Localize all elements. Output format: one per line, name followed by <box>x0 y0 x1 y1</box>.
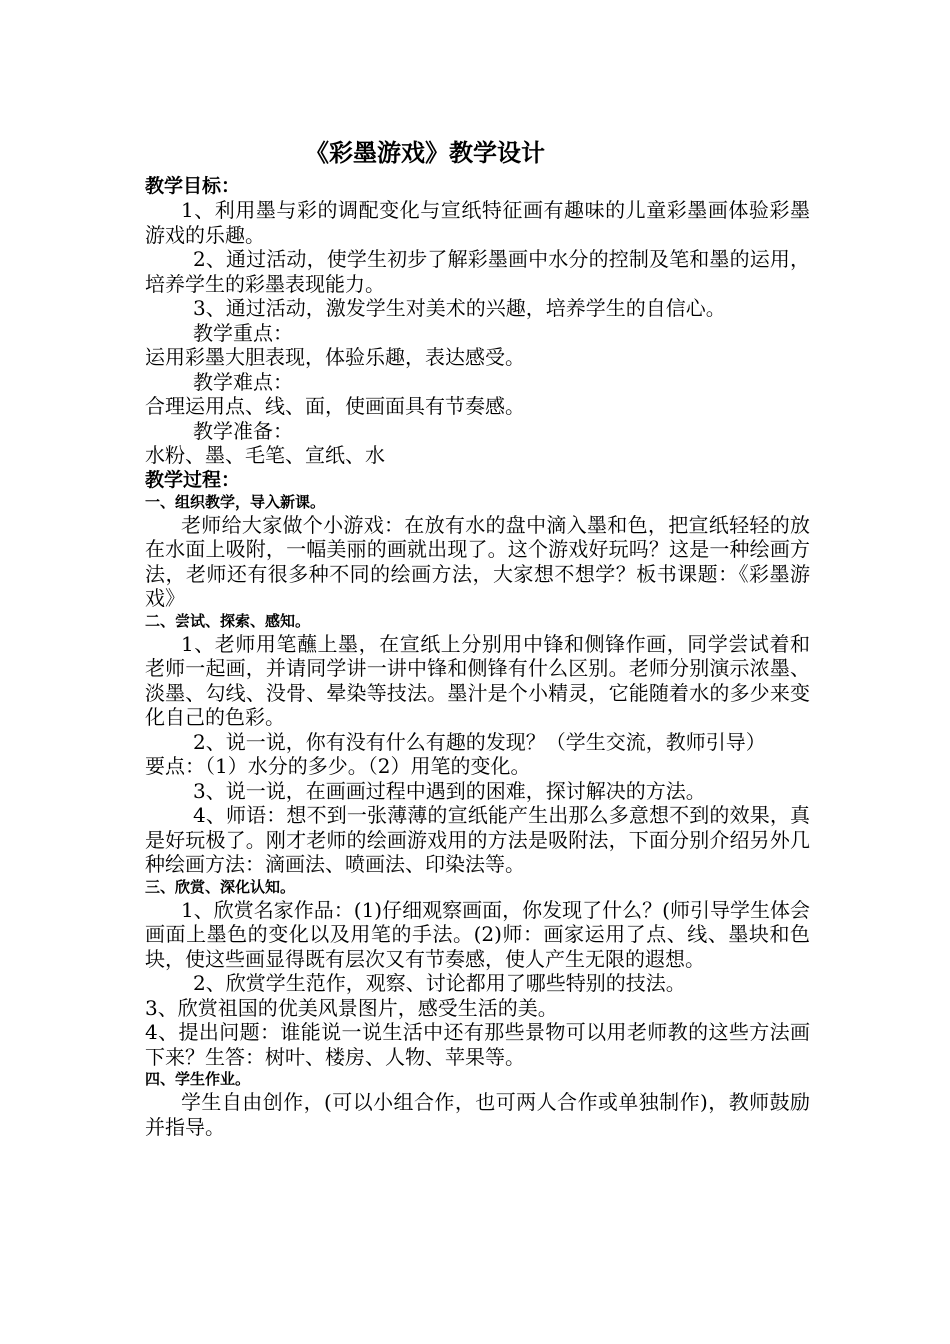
objective-item-2: 2、通过活动，使学生初步了解彩墨画中水分的控制及笔和墨的运用，培养学生的彩墨表现能力。 <box>145 247 810 296</box>
section-3-paragraph-1: 1、欣赏名家作品：(1)仔细观察画面，你发现了什么？(师引导学生体会画面上墨色的变化以及用笔的手法。(2)师：画家运用了点、线、墨块和色块，使这些画显得既有层次又有节奏感，使人产生无限的遐想。 <box>145 897 810 971</box>
difficulty-label: 教学难点： <box>193 369 293 394</box>
section-2-paragraph-1: 1、老师用笔蘸上墨，在宣纸上分别用中锋和侧锋作画，同学尝试着和老师一起画，并请同学讲一讲中锋和侧锋有什么区别。老师分别演示浓墨、淡墨、勾线、没骨、晕染等技法。墨汁是个小精灵，它能随着水的多少来变化自己的色彩。 <box>145 631 810 729</box>
section-3-paragraph-2: 2、欣赏学生范作，观察、讨论都用了哪些特别的技法。 <box>193 971 686 995</box>
document-title: 《彩墨游戏》教学设计 <box>305 139 545 167</box>
objectives-heading: 教学目标： <box>145 175 241 197</box>
section-4-paragraph: 学生自由创作，(可以小组合作，也可两人合作或单独制作)，教师鼓励并指导。 <box>145 1090 810 1139</box>
objective-item-3: 3、通过活动，激发学生对美术的兴趣，培养学生的自信心。 <box>193 296 726 320</box>
section-1-paragraph: 老师给大家做个小游戏：在放有水的盘中滴入墨和色，把宣纸轻轻的放在水面上吸附，一幅美丽的画就出现了。这个游戏好玩吗？这是一种绘画方法，老师还有很多种不同的绘画方法，大家想不想学？板书课题：《彩墨游戏》 <box>145 512 810 610</box>
key-point-label: 教学重点： <box>193 320 293 345</box>
section-2-paragraph-2: 2、说一说，你有没有什么有趣的发现？（学生交流，教师引导） <box>193 729 766 754</box>
section-3-paragraph-4: 4、提出问题：谁能说一说生活中还有那些景物可以用老师教的这些方法画下来？生答：树叶、楼房、人物、苹果等。 <box>145 1020 810 1069</box>
objective-item-1: 1、利用墨与彩的调配变化与宣纸特征画有趣味的儿童彩墨画体验彩墨游戏的乐趣。 <box>145 198 810 247</box>
prep-label: 教学准备： <box>193 418 293 443</box>
section-3-title: 三、欣赏、深化认知。 <box>145 877 296 896</box>
section-4-title: 四、学生作业。 <box>145 1070 251 1088</box>
process-heading: 教学过程： <box>145 468 241 491</box>
section-2-paragraph-3: 3、说一说，在画画过程中遇到的困难，探讨解决的方法。 <box>193 778 706 803</box>
section-2-paragraph-4: 4、师语：想不到一张薄薄的宣纸能产生出那么多意想不到的效果，真是好玩极了。刚才老师的绘画游戏用的方法是吸附法，下面分别介绍另外几种绘画方法：滴画法、喷画法、印染法等。 <box>145 803 810 876</box>
section-1-title: 一、组织教学，导入新课。 <box>145 492 326 511</box>
key-point-text: 运用彩墨大胆表现，体验乐趣，表达感受。 <box>145 345 525 369</box>
document-page <box>145 138 810 1139</box>
section-2-title: 二、尝试、探索、感知。 <box>145 611 311 630</box>
section-3-paragraph-3: 3、欣赏祖国的优美风景图片，感受生活的美。 <box>145 995 558 1020</box>
prep-text: 水粉、墨、毛笔、宣纸、水 <box>145 443 385 467</box>
section-2-key-points: 要点：（1）水分的多少。（2）用笔的变化。 <box>145 754 531 778</box>
difficulty-text: 合理运用点、线、面，使画面具有节奏感。 <box>145 394 525 418</box>
